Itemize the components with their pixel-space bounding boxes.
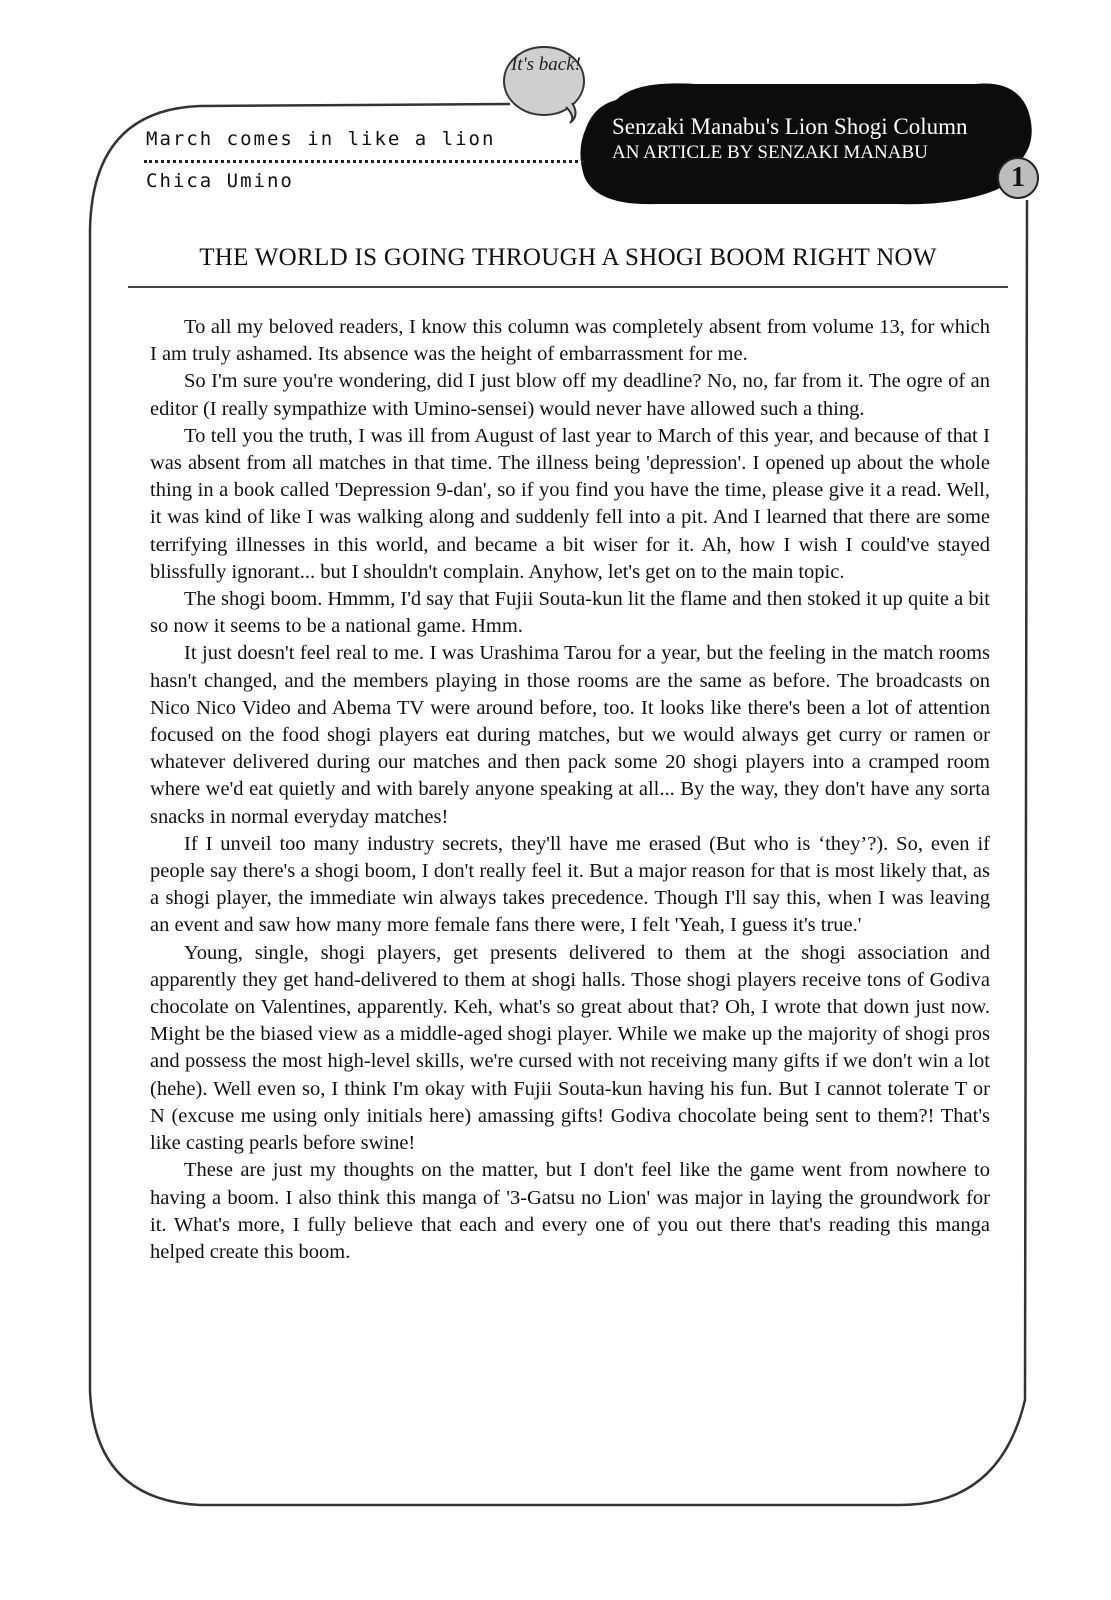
paragraph: Young, single, shogi players, get presents delivered to them at the shogi association and apparently they get hand-delivered to them at shogi halls. Those shogi players receive tons of Godiva chocolate on Valentines, apparently. Keh, what's so great about that? Oh, I wrote that down just now. Might be the biased view as a middle-aged shogi player. While we make up the majority of shogi pros and possess the most high-level skills, we're cursed with not receiving many gifts if we don't win a lot (hehe). Well even so, I think I'm okay with Fujii Souta-kun having his fun. But I cannot tolerate T or N (excuse me using only initials here) amassing gifts! Godiva chocolate being sent to them?! That's like casting pearls before swine! (150, 941, 990, 1155)
paragraph: The shogi boom. Hmmm, I'd say that Fujii Souta-kun lit the flame and then stoked it up quite a bit so now it seems to be a national game. Hmm. (150, 588, 990, 638)
headline-rule (128, 286, 1008, 288)
column-subtitle: AN ARTICLE BY SENZAKI MANABU (612, 142, 928, 163)
paragraph: If I unveil too many industry secrets, they'll have me erased (But who is ‘they’?). So, even if people say there's a shogi boom, I don't really feel it. But a major reason for that is most likely that, as a shogi player, the immediate win always takes precedence. Though I'll say this, when I was leaving an event and saw how many more female fans there were, I felt 'Yeah, I guess it's true.' (150, 832, 990, 937)
column-title: Senzaki Manabu's Lion Shogi Column (612, 114, 968, 139)
paragraph: So I'm sure you're wondering, did I just blow off my deadline? No, no, far from it. The ogre of an editor (I really sympathize with Umino-sensei) would never have allowed such a thing. (150, 370, 990, 420)
issue-number: 1 (1011, 162, 1025, 193)
series-title: March comes in like a lion (146, 128, 496, 150)
article-headline: THE WORLD IS GOING THROUGH A SHOGI BOOM RIGHT NOW (199, 244, 937, 271)
article-body (150, 314, 990, 1266)
paragraph: These are just my thoughts on the matter, but I don't feel like the game went from nowhere to having a boom. I also think this manga of '3-Gatsu no Lion' was major in laying the groundwork for it. What's more, I fully believe that each and every one of you out there that's reading this manga helped create this boom. (150, 1159, 990, 1263)
bubble-text: It's back! (510, 54, 581, 75)
paragraph: To tell you the truth, I was ill from August of last year to March of this year, and because of that I was absent from all matches in that time. The illness being 'depression'. I opened up about the whole thing in a book called 'Depression 9-dan', so if you find you have the time, please give it a read. Well, it was kind of like I was walking along and suddenly fell into a pit. And I learned that there are some terrifying illnesses in this world, and became a bit wiser for it. Ah, how I wish I could've stayed blissfully ignorant... but I shouldn't complain. Anyhow, let's get on to the main topic. (150, 424, 990, 583)
paragraph: To all my beloved readers, I know this column was completely absent from volume 13, for which I am truly ashamed. Its absence was the height of embarrassment for me. (150, 316, 990, 366)
paragraph: It just doesn't feel real to me. I was Urashima Tarou for a year, but the feeling in the match rooms hasn't changed, and the members playing in those rooms are the same as before. The broadcasts on Nico Nico Video and Abema TV were around before, too. It looks like there's been a lot of attention focused on the food shogi players eat during matches, but we would always get curry or ramen or whatever delivered during our matches and then pack some 20 shogi players into a cramped room where we'd eat quietly and with barely anyone speaking at all... By the way, they don't have any sorta snacks in normal everyday matches! (150, 642, 990, 828)
dotted-divider (144, 160, 584, 163)
series-author: Chica Umino (146, 170, 294, 192)
